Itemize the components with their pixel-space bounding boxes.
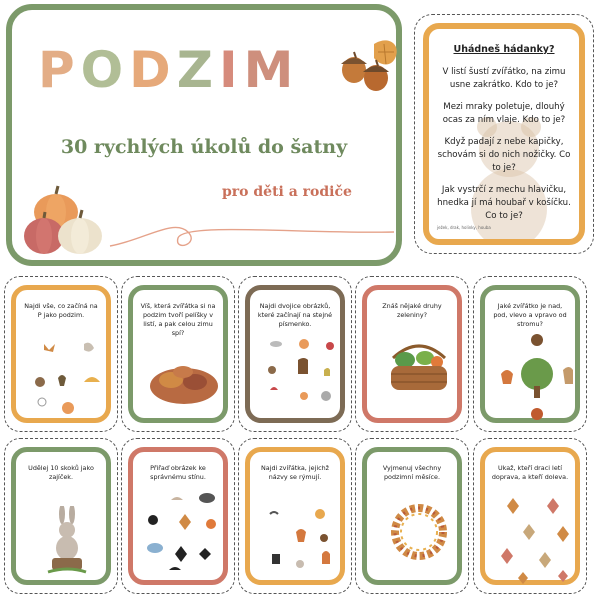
umbrella-icon <box>84 377 100 382</box>
title-letter: M <box>243 41 294 99</box>
kite-icon <box>518 572 528 584</box>
cover-card <box>6 4 402 266</box>
task-text: Jaké zvířátko je nad, pod, vlevo a vpravo od stromu? <box>493 302 567 328</box>
snail-icon <box>171 497 183 500</box>
title-letter: P <box>38 41 75 99</box>
fox-icon <box>296 529 306 542</box>
task-card-4 <box>355 276 469 432</box>
kite-icon <box>547 498 559 514</box>
shadow-shape <box>148 515 158 525</box>
bird-icon <box>270 512 278 514</box>
hedgehog-icon <box>268 366 276 374</box>
kite-icon <box>557 526 569 542</box>
bear-icon <box>58 375 66 386</box>
autumn-wreath-icon <box>387 500 451 564</box>
mushroom-icon <box>270 387 278 390</box>
fox-icon <box>501 370 513 384</box>
task-card-5 <box>473 276 587 432</box>
decorative-swirl <box>104 210 404 260</box>
task-card-6 <box>4 438 118 594</box>
badger-icon <box>272 554 280 564</box>
rain-cloud-icon <box>147 543 163 553</box>
task-text: Víš, která zvířátka si na podzim tvoří pelíšky v listí, a pak celou zimu spí? <box>140 302 216 337</box>
shadow-match-illustration <box>141 486 227 582</box>
leaf-icon <box>44 344 55 352</box>
task-text: Najdi vše, co začíná na P jako podzim. <box>24 302 98 319</box>
bee-icon <box>315 509 325 519</box>
riddle-answers: ježek, drak, holinky, houba <box>437 225 491 230</box>
cloud-icon <box>270 341 282 347</box>
task-text: Vyjmenuj všechny podzimní měsíce. <box>382 464 442 481</box>
tree-animals-icon <box>493 330 581 426</box>
vegetable-basket-icon <box>383 340 455 396</box>
kite-icon <box>501 548 513 564</box>
task-card-10 <box>473 438 587 594</box>
task-text: Znáš nějaké druhy zeleniny? <box>382 302 442 319</box>
spider-icon <box>38 398 46 406</box>
pumpkins-icon <box>22 184 112 258</box>
riddle-card <box>414 14 594 254</box>
task-illustration <box>24 334 108 418</box>
tree-icon <box>521 358 553 390</box>
task-text: Najdi zvířátka, jejichž názvy se rýmují. <box>260 464 330 481</box>
deer-icon <box>563 367 573 384</box>
shadow-shape <box>169 567 181 570</box>
task-text: Přiřaď obrázek ke správnému stínu. <box>150 464 206 481</box>
subtitle: 30 rychlých úkolů do šatny <box>60 136 348 158</box>
task-card-8 <box>238 438 352 594</box>
kite-icon <box>179 514 191 530</box>
acorn-icon <box>324 368 330 376</box>
title-letter: I <box>218 41 238 99</box>
task-text: Najdi dvojice obrázků, které začínají na stejné písmenko. <box>257 302 333 328</box>
shadow-shape <box>199 548 211 560</box>
riddle-text: Mezi mraky poletuje, dlouhý ocas za ním vlaje. Kdo to je? <box>442 102 566 125</box>
riddle-title: Uhádneš hádanky? <box>453 44 555 55</box>
squirrel-icon <box>322 551 330 564</box>
kite-icon <box>539 552 551 568</box>
task-text: Udělej 10 skoků jako zajíček. <box>28 464 94 481</box>
task-card-2 <box>121 276 235 432</box>
task-card-7 <box>121 438 235 594</box>
task-card-9 <box>355 438 469 594</box>
pumpkin-icon <box>299 339 309 349</box>
fox-icon <box>300 392 308 400</box>
rhyming-animals-illustration <box>260 502 344 582</box>
title-podzim <box>38 40 293 100</box>
kite-icon <box>523 524 535 540</box>
riddle-text: Když padají z nebe kapičky, schovám si do nich nožičky. Co to je? <box>437 137 571 173</box>
shadow-shape <box>175 546 187 562</box>
owl-icon <box>531 334 543 346</box>
apple-icon <box>326 342 334 350</box>
riddle-text: Jak vystrčí z mechu hlavičku, hnedka jí má houbař v košíčku. Co to je? <box>437 185 571 221</box>
bear-icon <box>298 358 308 374</box>
title-letter: Z <box>176 41 213 99</box>
title-letter: D <box>129 41 171 99</box>
mole-icon <box>296 560 304 568</box>
task-card-1 <box>4 276 118 432</box>
pumpkin-icon <box>206 519 216 529</box>
hedgehog-icon <box>35 377 45 387</box>
acorn-icon <box>334 36 404 96</box>
leaf-pile-icon <box>147 360 221 406</box>
task-illustration <box>258 334 344 418</box>
owl-icon <box>321 391 331 401</box>
riddle-text: V listí šustí zvířátko, na zimu usne zakrátko. Kdo to je? <box>442 67 566 90</box>
kites-illustration <box>493 490 581 586</box>
cloud-icon <box>199 493 215 503</box>
kite-icon <box>558 570 568 582</box>
riddle-card-inner <box>423 23 585 245</box>
rabbit-icon <box>44 506 90 576</box>
mouse-icon <box>320 534 328 542</box>
title-letter: O <box>80 41 124 99</box>
task-text: Ukaž, kteří draci letí doprava, a kteří doleva. <box>491 464 569 481</box>
task-card-3 <box>238 276 352 432</box>
bird-icon <box>84 343 94 352</box>
snail-icon <box>531 408 543 420</box>
kite-icon <box>507 498 519 514</box>
tagline: pro děti a rodiče <box>222 184 352 200</box>
pumpkin-icon <box>62 402 74 414</box>
